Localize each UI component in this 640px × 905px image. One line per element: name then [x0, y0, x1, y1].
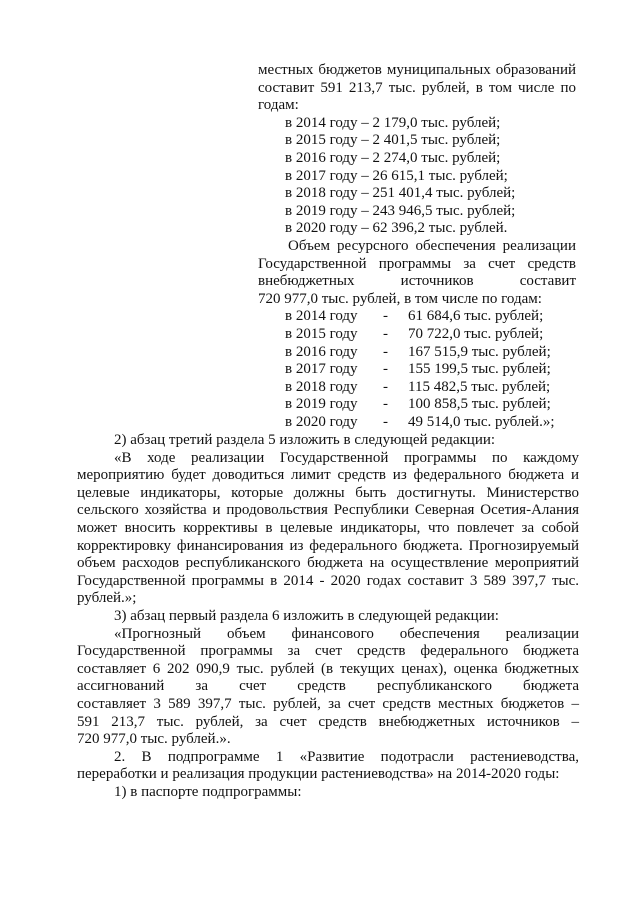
text-line: составляет 3 589 397,7 тыс. рублей, за счет средств местных бюджетов –	[77, 695, 579, 712]
text-line: составит 591 213,7 тыс. рублей, в том числе по	[258, 79, 576, 96]
list-item	[258, 326, 576, 344]
dash: -	[383, 361, 388, 378]
year-label: в 2019 году	[285, 396, 358, 413]
amount: 70 722,0 тыс. рублей;	[408, 325, 544, 342]
list-item	[258, 379, 576, 397]
list-item	[258, 396, 576, 414]
paragraph	[77, 450, 579, 608]
text-line: переработки и реализация продукции растениеводства» на 2014-2020 годы:	[77, 766, 560, 783]
text-line: Объем ресурсного обеспечения реализации	[288, 237, 576, 254]
text-line: «В ходе реализации Государственной программы по каждому	[114, 449, 579, 466]
text-line: может вносить коррективы в целевые индикаторы, что повлечет за собой	[77, 519, 579, 536]
text-line: составляет 6 202 090,9 тыс. рублей (в текущих ценах), оценка бюджетных	[77, 660, 579, 677]
dash: -	[383, 378, 388, 395]
text-line: Государственной программы в 2014 - 2020 годах составит 3 589 397,7 тыс.	[77, 572, 579, 589]
text-line: 591 213,7 тыс. рублей, за счет средств внебюджетных источников –	[77, 713, 579, 730]
text-line: Государственной программы за счет средств	[258, 255, 576, 272]
resource-cell-continuation	[258, 62, 576, 431]
dash: -	[383, 308, 388, 325]
text-line: мероприятию будет доводиться лимит средств из федерального бюджета и	[77, 467, 579, 484]
local-budget-years-list	[258, 115, 576, 238]
text-line: 720 977,0 тыс. рублей, в том числе по годам:	[258, 290, 542, 307]
list-item: в 2015 году – 2 401,5 тыс. рублей;	[285, 132, 501, 149]
amount: 155 199,5 тыс. рублей;	[408, 361, 551, 378]
list-item: в 2020 году – 62 396,2 тыс. рублей.	[285, 220, 508, 237]
list-item: в 2018 году – 251 401,4 тыс. рублей;	[285, 185, 516, 202]
paragraph-heading: 2) абзац третий раздела 5 изложить в следующей редакции:	[114, 432, 496, 448]
amount: 167 515,9 тыс. рублей;	[408, 343, 551, 360]
dash: -	[383, 343, 388, 360]
dash: -	[383, 396, 388, 413]
list-item	[258, 361, 576, 379]
extra-budget-years-list	[258, 308, 576, 431]
year-label: в 2017 году	[285, 361, 358, 378]
amount: 49 514,0 тыс. рублей.»;	[408, 413, 555, 430]
dash: -	[383, 325, 388, 342]
text-line: внебюджетных источников составит	[258, 273, 576, 290]
text-line: 720 977,0 тыс. рублей.».	[77, 731, 231, 748]
amount: 115 482,5 тыс. рублей;	[408, 378, 551, 395]
paragraph-heading: 1) в паспорте подпрограммы:	[114, 783, 302, 800]
dash: -	[383, 413, 388, 430]
text-line: ассигнований за счет средств республиканского бюджета	[77, 678, 579, 695]
year-label: в 2016 году	[285, 343, 358, 360]
list-item	[258, 344, 576, 362]
text-line: Государственной программы за счет средств федерального бюджета	[77, 643, 579, 660]
paragraph	[77, 626, 579, 749]
amount: 61 684,6 тыс. рублей;	[408, 308, 544, 325]
text-line: 2. В подпрограмме 1 «Развитие подотрасли растениеводства,	[114, 748, 579, 765]
paragraph-heading: 3) абзац первый раздела 6 изложить в следующей редакции:	[114, 607, 499, 624]
text-line: объем расходов республиканского бюджета на осуществление мероприятий	[77, 555, 579, 572]
text-line: рублей.»;	[77, 590, 137, 607]
text-line: «Прогнозный объем финансового обеспечения реализации	[114, 625, 579, 642]
text-line: корректировку финансирования из федерального бюджета. Прогнозируемый	[77, 537, 579, 554]
list-item: в 2014 году – 2 179,0 тыс. рублей;	[285, 114, 501, 131]
year-label: в 2020 году	[285, 413, 358, 430]
amount: 100 858,5 тыс. рублей;	[408, 396, 551, 413]
list-item	[258, 308, 576, 326]
year-label: в 2015 году	[285, 325, 358, 342]
text-line: годам:	[258, 97, 299, 114]
list-item: в 2016 году – 2 274,0 тыс. рублей;	[285, 149, 501, 166]
text-line: сельского хозяйства и продовольствия Республики Северная Осетия-Алания	[77, 502, 579, 519]
document-body	[77, 432, 579, 801]
list-item: в 2019 году – 243 946,5 тыс. рублей;	[285, 202, 516, 219]
text-line: целевые индикаторы, которые должны быть достигнуты. Министерство	[77, 484, 579, 501]
year-label: в 2014 году	[285, 308, 358, 325]
paragraph	[77, 749, 579, 784]
list-item	[258, 414, 576, 432]
year-label: в 2018 году	[285, 378, 358, 395]
list-item: в 2017 году – 26 615,1 тыс. рублей;	[285, 167, 508, 184]
text-line: местных бюджетов муниципальных образований	[258, 62, 576, 78]
